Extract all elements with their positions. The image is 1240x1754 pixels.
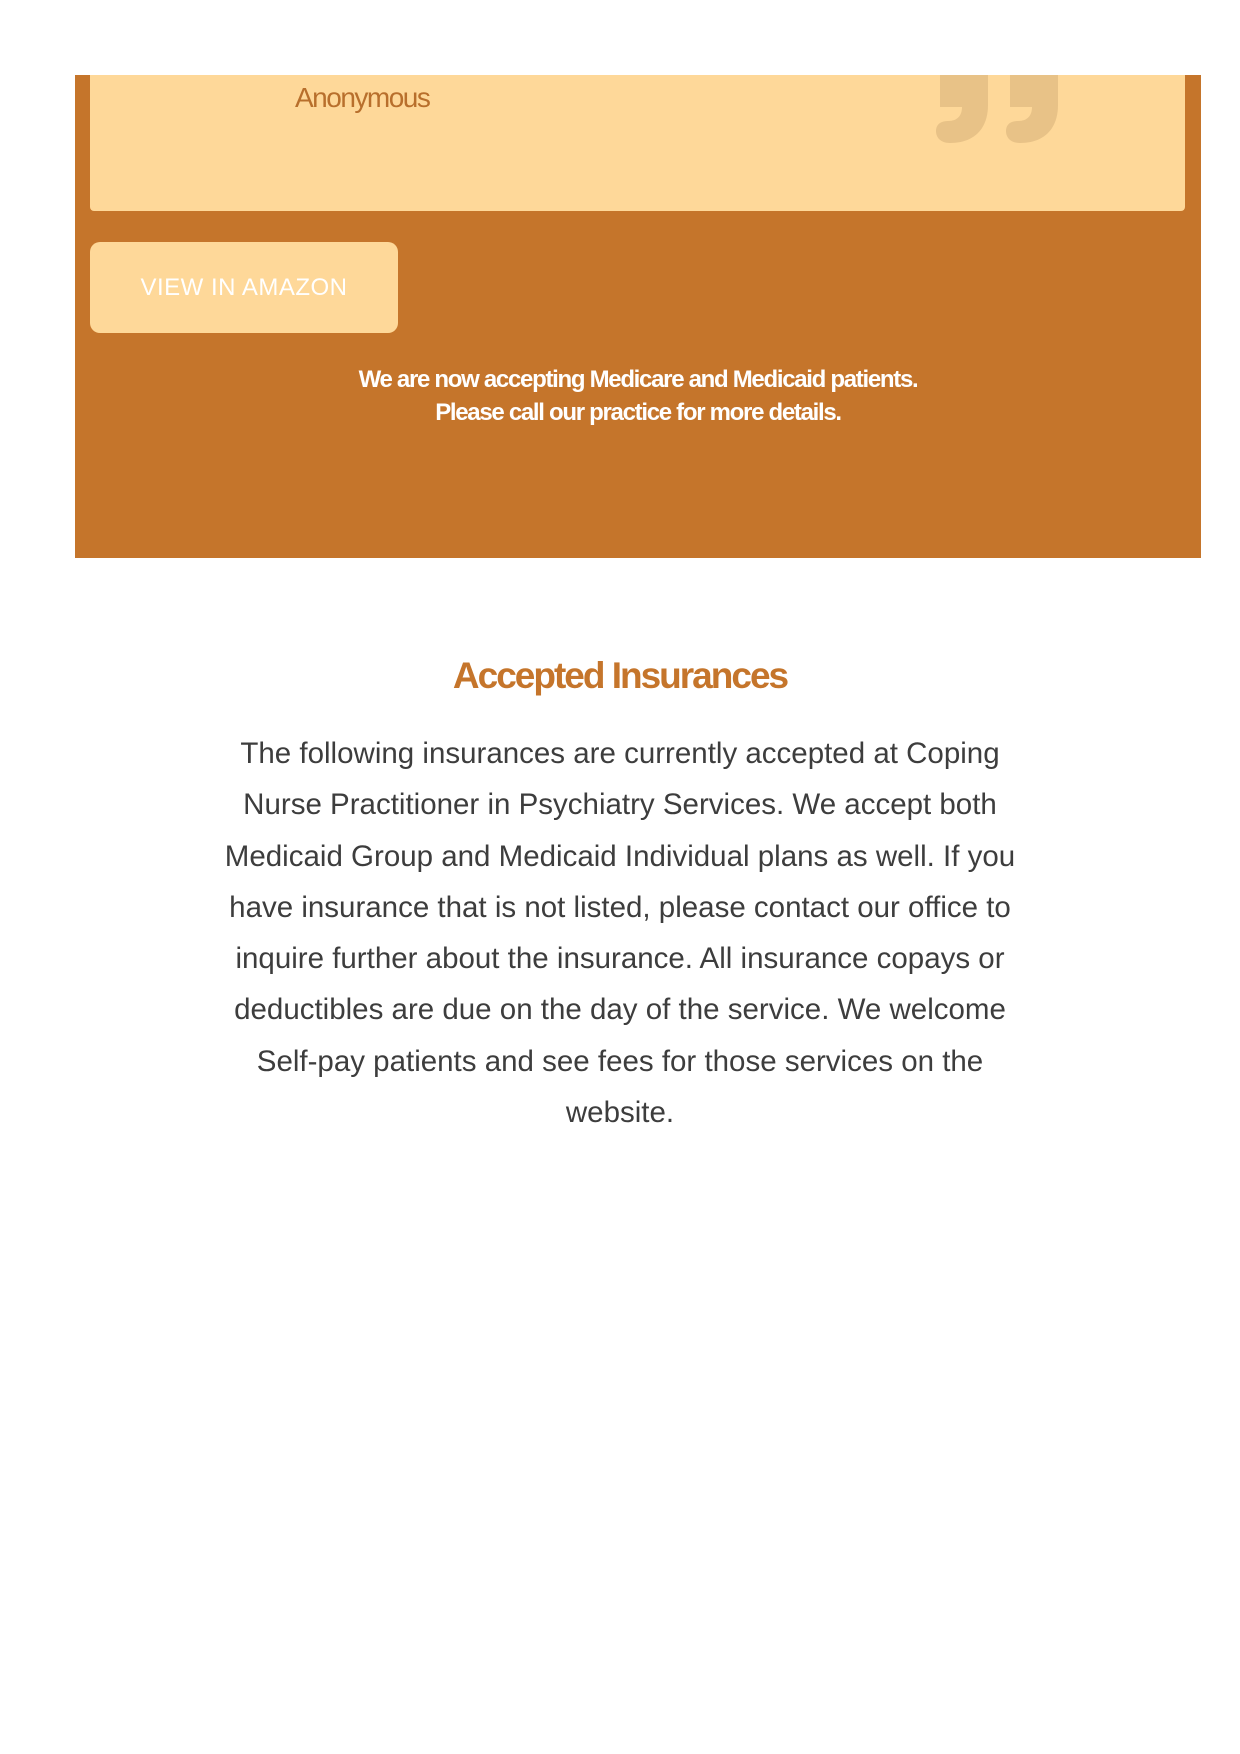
- accepted-insurances-text: The following insurances are currently accepted at Coping Nurse Practitioner in Psychiatry Services. We accept both Medicaid Group and Medicaid Individual plans as well. If you have insurance that is not listed, please contact our office to inquire further about the insurance. All insurance copays or deductibles are due on the day of the service. We welcome Self-pay patients and see fees for those services on the website.: [224, 737, 1016, 1130]
- testimonial-card: [90, 75, 1185, 211]
- view-in-amazon-button[interactable]: VIEW IN AMAZON: [90, 242, 398, 333]
- notice-line-1: We are now accepting Medicare and Medicaid patients.: [358, 366, 918, 393]
- testimonial-author: Anonymous: [295, 82, 430, 113]
- notice-line-2: Please call our practice for more details.: [435, 399, 841, 426]
- testimonial-section: [75, 75, 1201, 558]
- medicare-notice: [75, 363, 1201, 429]
- closing-quote-icon: [930, 75, 1070, 153]
- accepted-insurances-heading: Accepted Insurances: [452, 655, 788, 696]
